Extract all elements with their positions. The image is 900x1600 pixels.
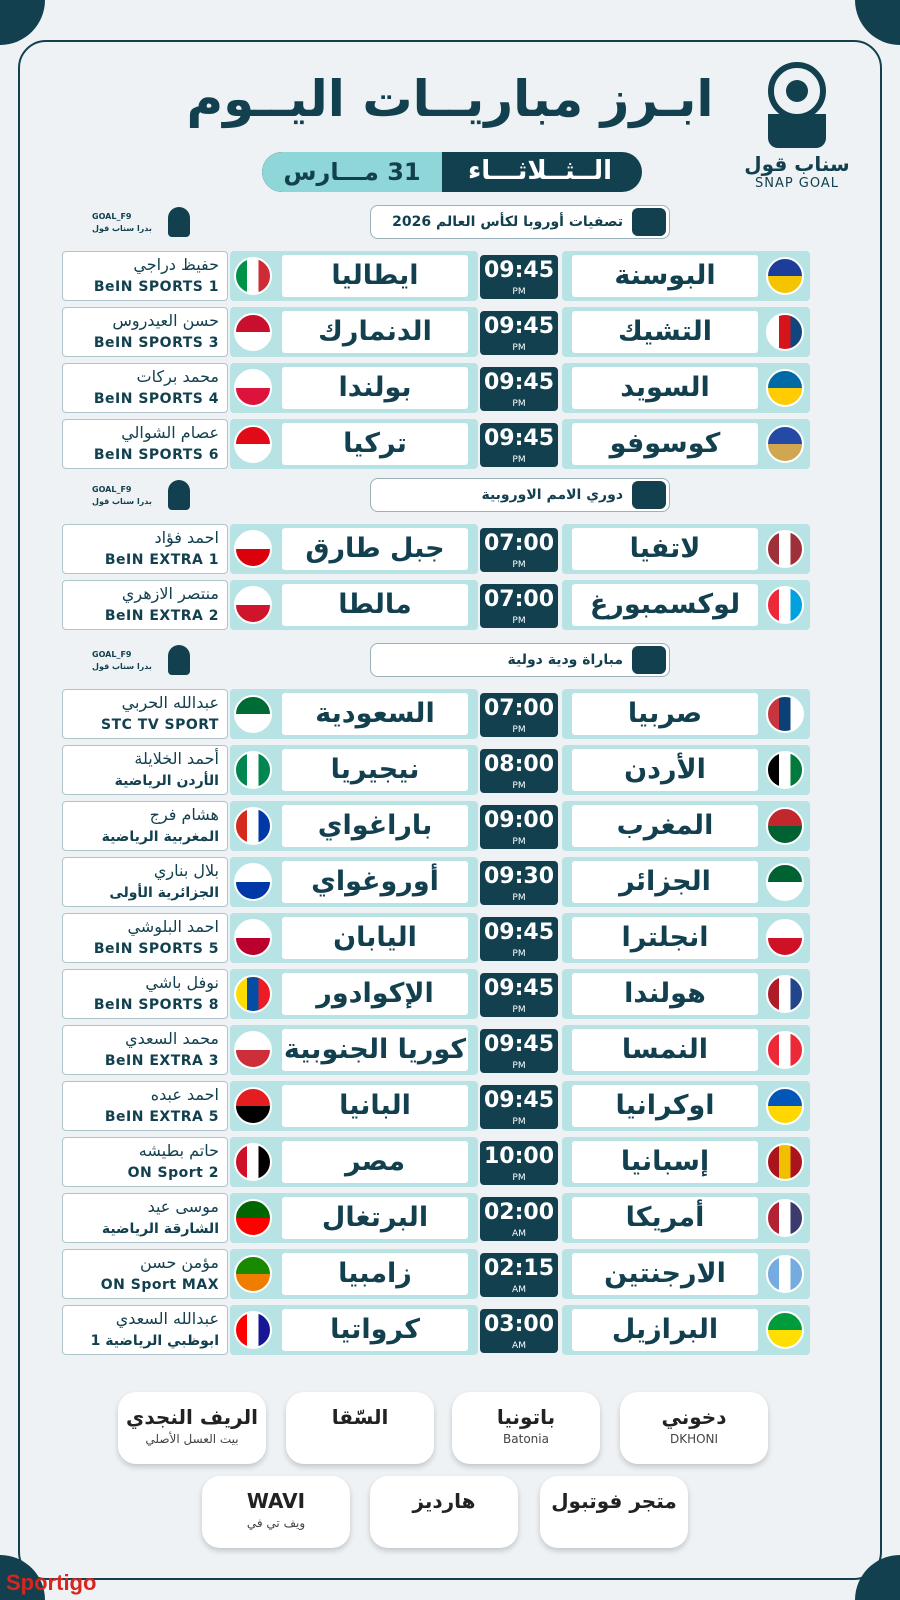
commentator-name: عصام الشوالي	[121, 423, 219, 442]
time-value: 09:45	[483, 920, 555, 945]
away-team-name: البانيا	[282, 1085, 468, 1127]
football-icon	[768, 62, 826, 120]
time-value: 09:45	[483, 426, 555, 451]
channel-name: STC TV SPORT	[101, 717, 219, 733]
commentator-name: احمد فؤاد	[154, 528, 219, 547]
football-icon	[168, 207, 190, 237]
time-period: PM	[512, 1173, 526, 1183]
away-flag-icon	[234, 369, 272, 407]
match-row	[62, 1305, 810, 1355]
broadcast-info	[62, 745, 228, 795]
day-label: الــثــلاثـــاء	[467, 156, 612, 186]
away-team-name: الدنمارك	[282, 311, 468, 353]
time-period: PM	[512, 399, 526, 409]
home-flag-icon	[766, 1031, 804, 1069]
sponsor-logo	[452, 1392, 600, 1464]
home-team-name: لوكسمبورغ	[572, 584, 758, 626]
broadcast-info	[62, 801, 228, 851]
away-team	[230, 745, 478, 795]
sponsor-name: دخوني	[661, 1405, 727, 1429]
channel-name: BeIN SPORTS 6	[93, 447, 219, 463]
match-row	[62, 1249, 810, 1299]
match-row	[62, 580, 810, 630]
home-team	[562, 689, 810, 739]
away-team	[230, 524, 478, 574]
home-flag-icon	[766, 919, 804, 957]
home-flag-icon	[766, 975, 804, 1013]
home-flag-icon	[766, 313, 804, 351]
home-flag-icon	[766, 863, 804, 901]
kickoff-time	[480, 528, 558, 572]
home-flag-icon	[766, 369, 804, 407]
sponsor-logo	[118, 1392, 266, 1464]
kickoff-time	[480, 749, 558, 793]
away-team	[230, 307, 478, 357]
match-row	[62, 913, 810, 963]
home-team	[562, 801, 810, 851]
logo-english-text: SNAP GOAL	[754, 176, 840, 191]
match-row	[62, 745, 810, 795]
away-team-name: بولندا	[282, 367, 468, 409]
time-value: 09:45	[483, 314, 555, 339]
away-team-name: ايطاليا	[282, 255, 468, 297]
match-row	[62, 1137, 810, 1187]
kickoff-time	[480, 584, 558, 628]
time-value: 03:00	[483, 1312, 555, 1337]
home-team-name: النمسا	[572, 1029, 758, 1071]
away-flag-icon	[234, 1031, 272, 1069]
away-team-name: كرواتيا	[282, 1309, 468, 1351]
sponsor-logo	[286, 1392, 434, 1464]
commentator-name: أحمد الخلايلة	[134, 749, 219, 768]
time-value: 09:45	[483, 1032, 555, 1057]
nations-league-icon	[632, 481, 666, 509]
time-value: 02:15	[483, 1256, 555, 1281]
sponsor-name: هارديز	[412, 1489, 476, 1513]
watermark-caption: بدرا سناب قول	[92, 224, 152, 233]
watermark-caption: بدرا سناب قول	[92, 497, 152, 506]
time-value: 02:00	[483, 1200, 555, 1225]
broadcast-info	[62, 1249, 228, 1299]
kickoff-time	[480, 1253, 558, 1297]
goal-watermark	[86, 207, 196, 243]
home-flag-icon	[766, 1199, 804, 1237]
match-row	[62, 251, 810, 301]
away-flag-icon	[234, 807, 272, 845]
away-team	[230, 969, 478, 1019]
home-team	[562, 969, 810, 1019]
away-team	[230, 1025, 478, 1075]
commentator-name: محمد السعدي	[125, 1029, 219, 1048]
away-team-name: باراغواي	[282, 805, 468, 847]
time-period: PM	[512, 781, 526, 791]
goal-watermark	[86, 645, 196, 681]
uefa-wc-icon	[632, 208, 666, 236]
broadcast-info	[62, 689, 228, 739]
kickoff-time	[480, 1309, 558, 1353]
sponsor-name: السّقا	[331, 1405, 389, 1429]
time-period: PM	[512, 1005, 526, 1015]
home-team	[562, 857, 810, 907]
away-team	[230, 1193, 478, 1243]
brand-watermark: Sportigo	[6, 1570, 97, 1595]
time-value: 09:45	[483, 258, 555, 283]
time-value: 09:45	[483, 1088, 555, 1113]
channel-name: BeIN SPORTS 5	[93, 941, 219, 957]
away-team	[230, 689, 478, 739]
commentator-name: منتصر الازهري	[121, 584, 219, 603]
kickoff-time	[480, 255, 558, 299]
match-row	[62, 689, 810, 739]
logo-arabic-text: سناب قول	[744, 152, 850, 176]
commentator-name: عبدالله الحربي	[121, 693, 219, 712]
fifa-icon	[632, 646, 666, 674]
home-flag-icon	[766, 586, 804, 624]
sponsor-logo	[370, 1476, 518, 1548]
match-row	[62, 307, 810, 357]
home-team	[562, 1305, 810, 1355]
time-period: PM	[512, 893, 526, 903]
channel-name: 1 ابوظبي الرياضية	[90, 1333, 219, 1349]
kickoff-time	[480, 1197, 558, 1241]
broadcast-info	[62, 969, 228, 1019]
time-period: PM	[512, 287, 526, 297]
broadcast-info	[62, 419, 228, 469]
away-flag-icon	[234, 919, 272, 957]
channel-name: BeIN SPORTS 8	[93, 997, 219, 1013]
watermark-handle: GOAL_F9	[92, 212, 132, 221]
away-flag-icon	[234, 863, 272, 901]
commentator-name: حفيظ دراجي	[133, 255, 219, 274]
home-team-name: إسبانيا	[572, 1141, 758, 1183]
time-period: PM	[512, 949, 526, 959]
commentator-name: نوفل باشي	[145, 973, 219, 992]
watermark-text	[92, 649, 162, 673]
away-team-name: مالطا	[282, 584, 468, 626]
home-team-name: لاتفيا	[572, 528, 758, 570]
home-team-name: البرازيل	[572, 1309, 758, 1351]
time-value: 07:00	[483, 587, 555, 612]
snap-goal-logo	[742, 62, 852, 191]
kickoff-time	[480, 367, 558, 411]
commentator-name: مؤمن حسن	[139, 1253, 219, 1272]
home-team	[562, 524, 810, 574]
away-flag-icon	[234, 751, 272, 789]
time-period: PM	[512, 837, 526, 847]
watermark-text	[92, 484, 162, 508]
away-team-name: كوريا الجنوبية	[282, 1029, 468, 1071]
sponsor-logo	[540, 1476, 688, 1548]
corner-decoration	[0, 0, 45, 45]
time-value: 09:45	[483, 976, 555, 1001]
time-period: PM	[512, 455, 526, 465]
match-row	[62, 363, 810, 413]
channel-name: BeIN SPORTS 4	[93, 391, 219, 407]
away-team-name: جبل طارق	[282, 528, 468, 570]
commentator-name: هشام فرج	[149, 805, 219, 824]
date-banner	[262, 152, 642, 192]
home-team	[562, 363, 810, 413]
away-team-name: أوروغواي	[282, 861, 468, 903]
time-period: AM	[512, 1285, 526, 1295]
away-team-name: الإكوادور	[282, 973, 468, 1015]
kickoff-time	[480, 693, 558, 737]
time-value: 09:00	[483, 808, 555, 833]
broadcast-info	[62, 251, 228, 301]
away-team	[230, 913, 478, 963]
match-row	[62, 524, 810, 574]
away-team-name: زامبيا	[282, 1253, 468, 1295]
away-team-name: اليابان	[282, 917, 468, 959]
home-team-name: كوسوفو	[572, 423, 758, 465]
time-period: PM	[512, 1117, 526, 1127]
match-row	[62, 801, 810, 851]
away-flag-icon	[234, 313, 272, 351]
match-row	[62, 969, 810, 1019]
home-team	[562, 1249, 810, 1299]
home-team-name: اوكرانيا	[572, 1085, 758, 1127]
home-flag-icon	[766, 425, 804, 463]
away-team	[230, 1305, 478, 1355]
away-flag-icon	[234, 975, 272, 1013]
sponsor-subtitle: ويف تي في	[246, 1516, 306, 1530]
time-period: PM	[512, 560, 526, 570]
date-label: 31 مـــارس	[262, 152, 442, 192]
kickoff-time	[480, 423, 558, 467]
commentator-name: احمد البلوشي	[127, 917, 219, 936]
away-flag-icon	[234, 425, 272, 463]
away-team	[230, 801, 478, 851]
sponsor-subtitle: DKHONI	[669, 1432, 719, 1446]
away-team	[230, 1081, 478, 1131]
away-flag-icon	[234, 695, 272, 733]
kickoff-time	[480, 1141, 558, 1185]
home-team	[562, 1081, 810, 1131]
time-period: PM	[512, 343, 526, 353]
football-icon	[168, 645, 190, 675]
home-flag-icon	[766, 807, 804, 845]
broadcast-info	[62, 1137, 228, 1187]
broadcast-info	[62, 524, 228, 574]
home-team-name: الجزائر	[572, 861, 758, 903]
commentator-name: محمد بركات	[136, 367, 219, 386]
away-team	[230, 1249, 478, 1299]
commentator-name: بلال بناري	[153, 861, 219, 880]
sponsor-name: الريف النجدي	[126, 1405, 258, 1429]
away-team	[230, 857, 478, 907]
time-period: PM	[512, 1061, 526, 1071]
away-flag-icon	[234, 1255, 272, 1293]
broadcast-info	[62, 307, 228, 357]
channel-name: المغربية الرياضية	[101, 829, 219, 845]
sponsor-subtitle: Batonia	[503, 1432, 549, 1446]
match-row	[62, 1193, 810, 1243]
time-value: 09:30	[483, 864, 555, 889]
channel-name: BeIN EXTRA 1	[104, 552, 219, 568]
sponsor-name: باتونيا	[496, 1405, 556, 1429]
broadcast-info	[62, 913, 228, 963]
commentator-name: موسى عيد	[147, 1197, 219, 1216]
home-team-name: الارجنتين	[572, 1253, 758, 1295]
sponsor-name: متجر فوتبول	[551, 1489, 677, 1513]
home-team	[562, 1025, 810, 1075]
sponsor-logo	[620, 1392, 768, 1464]
broadcast-info	[62, 580, 228, 630]
home-flag-icon	[766, 751, 804, 789]
home-team-name: الأردن	[572, 749, 758, 791]
home-flag-icon	[766, 1087, 804, 1125]
channel-name: BeIN SPORTS 3	[93, 335, 219, 351]
home-team-name: السويد	[572, 367, 758, 409]
match-row	[62, 1025, 810, 1075]
match-row	[62, 1081, 810, 1131]
watermark-handle: GOAL_F9	[92, 485, 132, 494]
channel-name: BeIN SPORTS 1	[93, 279, 219, 295]
kickoff-time	[480, 311, 558, 355]
kickoff-time	[480, 805, 558, 849]
away-team-name: السعودية	[282, 693, 468, 735]
home-flag-icon	[766, 1143, 804, 1181]
home-team-name: صربيا	[572, 693, 758, 735]
away-flag-icon	[234, 1199, 272, 1237]
match-row	[62, 857, 810, 907]
home-team	[562, 1193, 810, 1243]
channel-name: ON Sport MAX	[100, 1277, 219, 1293]
channel-name: BeIN EXTRA 2	[104, 608, 219, 624]
commentator-name: عبدالله السعدي	[115, 1309, 219, 1328]
home-team-name: أمريكا	[572, 1197, 758, 1239]
home-flag-icon	[766, 1311, 804, 1349]
channel-name: الشارقة الرياضية	[101, 1221, 219, 1237]
home-team	[562, 307, 810, 357]
time-value: 09:45	[483, 370, 555, 395]
time-period: AM	[512, 1229, 526, 1239]
home-team	[562, 913, 810, 963]
time-value: 08:00	[483, 752, 555, 777]
watermark-handle: GOAL_F9	[92, 650, 132, 659]
away-flag-icon	[234, 1311, 272, 1349]
channel-name: الجزائرية الأولى	[109, 885, 219, 901]
home-team-name: انجلترا	[572, 917, 758, 959]
sponsor-name: WAVI	[246, 1489, 306, 1513]
broadcast-info	[62, 1193, 228, 1243]
home-team	[562, 1137, 810, 1187]
home-team	[562, 251, 810, 301]
kickoff-time	[480, 1029, 558, 1073]
channel-name: ON Sport 2	[127, 1165, 219, 1181]
section-header: مباراة ودية دولية	[370, 643, 670, 677]
away-team-name: البرتغال	[282, 1197, 468, 1239]
kickoff-time	[480, 917, 558, 961]
match-row	[62, 419, 810, 469]
home-flag-icon	[766, 695, 804, 733]
sponsor-subtitle: بيت العسل الأصلي	[145, 1432, 239, 1446]
channel-name: الأردن الرياضية	[114, 773, 219, 789]
commentator-name: حاتم بطيشه	[138, 1141, 219, 1160]
kickoff-time	[480, 861, 558, 905]
home-team	[562, 745, 810, 795]
away-flag-icon	[234, 530, 272, 568]
away-team	[230, 419, 478, 469]
home-flag-icon	[766, 1255, 804, 1293]
broadcast-info	[62, 363, 228, 413]
away-flag-icon	[234, 1087, 272, 1125]
sponsor-logo	[202, 1476, 350, 1548]
time-value: 07:00	[483, 531, 555, 556]
goal-watermark	[86, 480, 196, 516]
away-team	[230, 251, 478, 301]
broadcast-info	[62, 857, 228, 907]
section-header: دوري الامم الاوروبية	[370, 478, 670, 512]
commentator-name: احمد عبده	[150, 1085, 219, 1104]
watermark-caption: بدرا سناب قول	[92, 662, 152, 671]
corner-decoration	[855, 0, 900, 45]
home-team-name: هولندا	[572, 973, 758, 1015]
time-value: 10:00	[483, 1144, 555, 1169]
home-team-name: المغرب	[572, 805, 758, 847]
home-team-name: التشيك	[572, 311, 758, 353]
away-team	[230, 580, 478, 630]
home-team-name: البوسنة	[572, 255, 758, 297]
home-flag-icon	[766, 257, 804, 295]
broadcast-info	[62, 1025, 228, 1075]
home-team	[562, 419, 810, 469]
time-period: PM	[512, 725, 526, 735]
football-icon	[168, 480, 190, 510]
broadcast-info	[62, 1081, 228, 1131]
away-team-name: تركيا	[282, 423, 468, 465]
away-team-name: نيجيريا	[282, 749, 468, 791]
channel-name: BeIN EXTRA 5	[104, 1109, 219, 1125]
away-flag-icon	[234, 586, 272, 624]
broadcast-info	[62, 1305, 228, 1355]
away-team-name: مصر	[282, 1141, 468, 1183]
time-value: 07:00	[483, 696, 555, 721]
time-period: PM	[512, 616, 526, 626]
away-flag-icon	[234, 1143, 272, 1181]
watermark-text	[92, 211, 162, 235]
home-flag-icon	[766, 530, 804, 568]
kickoff-time	[480, 1085, 558, 1129]
time-period: AM	[512, 1341, 526, 1351]
page-title: ابـرز مباريــات اليــوم	[186, 70, 714, 128]
channel-name: BeIN EXTRA 3	[104, 1053, 219, 1069]
home-team	[562, 580, 810, 630]
kickoff-time	[480, 973, 558, 1017]
commentator-name: حسن العيدروس	[112, 311, 219, 330]
away-team	[230, 1137, 478, 1187]
away-team	[230, 363, 478, 413]
section-header: تصفيات أوروبا لكأس العالم 2026	[370, 205, 670, 239]
away-flag-icon	[234, 257, 272, 295]
